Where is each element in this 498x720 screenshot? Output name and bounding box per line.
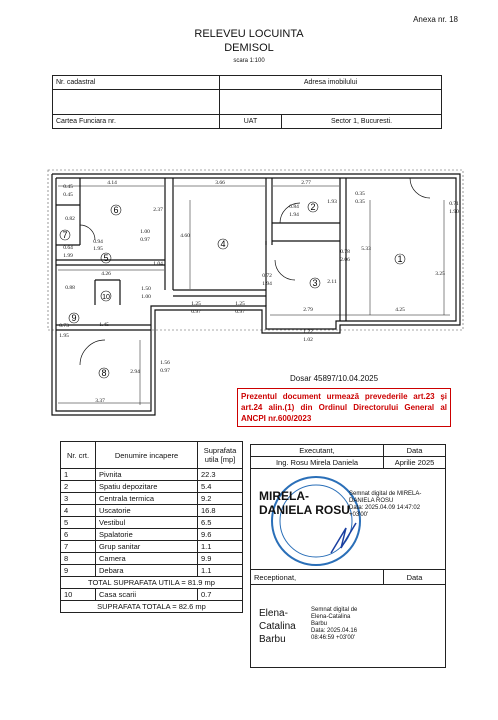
dim-text: 0.64 — [63, 245, 73, 251]
dim-text: 0.35 — [355, 199, 365, 205]
room-number: 2 — [310, 202, 316, 212]
dim-text: 1.25 — [191, 301, 201, 307]
dosar-label: Dosar 45897/10.04.2025 — [290, 374, 379, 383]
room-marker-10 — [101, 291, 111, 301]
dim-text: 0.82 — [65, 216, 75, 222]
sig-line: +03'00' — [349, 512, 369, 518]
receptionat-label: Receptionat, — [251, 570, 384, 585]
room-number: 8 — [101, 368, 107, 378]
room-marker-5 — [101, 253, 111, 263]
executant-sig-name — [259, 489, 350, 517]
row-area: 0.7 — [198, 589, 243, 601]
dim-text: 1.50 — [141, 286, 151, 292]
header-nr: Nr. crt. — [61, 442, 96, 469]
row-nr: 4 — [61, 505, 96, 517]
sig-line: Barbu — [311, 621, 328, 627]
uat-cell: UAT — [220, 115, 282, 129]
room-marker-4 — [218, 239, 228, 249]
dim-text: 0.78 — [340, 249, 350, 255]
table-row — [61, 589, 243, 601]
row-nr: 7 — [61, 541, 96, 553]
row-area: 1.1 — [198, 565, 243, 577]
table-row — [61, 553, 243, 565]
executant-label: Executant, — [251, 445, 384, 457]
dim-text: 1.95 — [59, 333, 69, 339]
dim-text: 1.25 — [235, 301, 245, 307]
dim-text: 0.88 — [65, 285, 75, 291]
room-marker-6 — [111, 205, 121, 215]
row-nr: 10 — [61, 589, 96, 601]
dim-text: 1.95 — [93, 246, 103, 252]
receptionat-signature-area — [251, 585, 446, 668]
room-number: 4 — [220, 239, 226, 249]
dim-text: 3.37 — [95, 398, 105, 404]
total-util-row — [61, 577, 243, 589]
dim-text: 1.45 — [99, 322, 109, 328]
room-number: 5 — [103, 253, 109, 263]
dim-text: 0.72 — [262, 273, 272, 279]
rooms-table — [60, 441, 243, 613]
row-nr: 9 — [61, 565, 96, 577]
stamp-seal — [261, 473, 371, 568]
document-title: RELEVEU LOCUINTA — [194, 28, 304, 40]
dim-text: 0.73 — [59, 323, 69, 329]
dim-text: 0.84 — [289, 204, 299, 210]
dim-text: 0.35 — [355, 191, 365, 197]
row-name: Spalatorie — [96, 529, 198, 541]
signature-table — [250, 444, 446, 668]
receptionat-sig-name — [259, 607, 296, 646]
table-row — [61, 493, 243, 505]
room-marker-9 — [69, 313, 79, 323]
row-area: 9.2 — [198, 493, 243, 505]
row-nr: 1 — [61, 469, 96, 481]
sig-line: Data: 2025.04.09 14:47:02 — [349, 505, 421, 511]
document-subtitle: DEMISOL — [224, 42, 274, 54]
dim-text: 1.04 — [153, 261, 163, 267]
sig-line: Data: 2025.04.16 — [311, 628, 358, 634]
row-nr: 5 — [61, 517, 96, 529]
row-area: 9.9 — [198, 553, 243, 565]
room-marker-2 — [308, 202, 318, 212]
dim-text: 4.60 — [180, 233, 190, 239]
cadastral-table — [52, 75, 442, 129]
dim-text: 0.94 — [93, 239, 103, 245]
dim-text: 1.22 — [303, 329, 313, 335]
row-name: Casa scarii — [96, 589, 198, 601]
row-nr: 3 — [61, 493, 96, 505]
executant-data-label: Data — [384, 445, 446, 457]
sig-line: Semnat digital de MIRELA- — [349, 491, 422, 497]
row-area: 9.6 — [198, 529, 243, 541]
dim-text: 2.37 — [153, 207, 163, 213]
total-row — [61, 601, 243, 613]
annex-label: Anexa nr. 18 — [413, 15, 458, 24]
executant-name: Ing. Rosu Mirela Daniela — [251, 457, 384, 469]
dim-text: 4.26 — [101, 271, 111, 277]
table-row — [61, 481, 243, 493]
row-area: 5.4 — [198, 481, 243, 493]
dim-text: 1.94 — [289, 212, 299, 218]
table-row — [61, 541, 243, 553]
receptionat-sig-details — [311, 607, 357, 642]
table-row — [61, 469, 243, 481]
room-marker-1 — [395, 254, 405, 264]
sig-line: DANIELA ROSU — [349, 498, 394, 504]
room-marker-3 — [310, 278, 320, 288]
row-nr: 8 — [61, 553, 96, 565]
executant-sig-details — [349, 491, 421, 519]
empty-address-cell — [220, 90, 442, 115]
sig-name-line: Elena- — [259, 608, 288, 619]
dim-text: 4.14 — [107, 180, 117, 186]
dim-text: 3.66 — [215, 180, 225, 186]
sig-name-line: DANIELA ROSU — [259, 503, 350, 517]
dim-text: 0.97 — [191, 309, 201, 315]
table-row — [61, 505, 243, 517]
empty-cell — [53, 90, 220, 115]
room-number: 3 — [312, 278, 318, 288]
room-number: 10 — [102, 294, 110, 301]
dim-text: 2.79 — [303, 307, 313, 313]
sig-name-line: MIRELA- — [259, 489, 309, 503]
row-name: Spatiu depozitare — [96, 481, 198, 493]
dim-text: 1.02 — [303, 337, 313, 343]
dim-text: 1.00 — [141, 294, 151, 300]
adresa-cell: Adresa imobilului — [220, 76, 442, 90]
scale-label: scara 1:100 — [233, 58, 265, 64]
floor-plan — [40, 165, 470, 420]
row-name: Vestibul — [96, 517, 198, 529]
row-area: 6.5 — [198, 517, 243, 529]
sig-name-line: Barbu — [259, 634, 286, 645]
dim-text: 2.06 — [340, 257, 350, 263]
room-number: 1 — [397, 254, 403, 264]
dim-text: 5.33 — [361, 246, 371, 252]
dim-text: 2.11 — [327, 279, 337, 285]
sig-line: 08:46:59 +03'00' — [311, 635, 356, 641]
dim-text: 1.94 — [262, 281, 272, 287]
room-number: 6 — [113, 205, 119, 215]
room-marker-8 — [99, 368, 109, 378]
row-name: Uscatorie — [96, 505, 198, 517]
table-row — [61, 529, 243, 541]
dim-text: 1.56 — [160, 360, 170, 366]
total-util: TOTAL SUPRAFATA UTILA = 81.9 mp — [61, 577, 243, 589]
dim-text: 4.25 — [395, 307, 405, 313]
row-name: Camera — [96, 553, 198, 565]
dim-text: 1.90 — [449, 209, 459, 215]
receptionat-data-label: Data — [384, 570, 446, 585]
executant-signature-area — [251, 469, 446, 570]
row-name: Debara — [96, 565, 198, 577]
header-name: Denumire incapere — [96, 442, 198, 469]
legal-notice: Prezentul document urmează prevederile art.23 și art.24 alin.(1) din Ordinul Directorului General al ANCPI nr.600/2023 — [237, 388, 451, 427]
row-area: 1.1 — [198, 541, 243, 553]
header-area: Suprafata utila [mp] — [198, 442, 243, 469]
sector-cell: Sector 1, Bucuresti. — [282, 115, 442, 129]
row-nr: 6 — [61, 529, 96, 541]
nr-cadastral-cell: Nr. cadastral — [53, 76, 220, 90]
sig-name-line: Catalina — [259, 621, 296, 632]
room-number: 7 — [62, 230, 68, 240]
dim-text: 0.97 — [235, 309, 245, 315]
dim-text: 0.45 — [63, 192, 73, 198]
cartea-cell: Cartea Funciara nr. — [53, 115, 220, 129]
dim-text: 1.99 — [63, 253, 73, 259]
dim-text: 2.94 — [130, 369, 140, 375]
executant-date: Aprilie 2025 — [384, 457, 446, 469]
row-nr: 2 — [61, 481, 96, 493]
dim-text: 0.97 — [140, 237, 150, 243]
total-area: SUPRAFATA TOTALA = 82.6 mp — [61, 601, 243, 613]
row-area: 16.8 — [198, 505, 243, 517]
table-row — [61, 517, 243, 529]
row-name: Grup sanitar — [96, 541, 198, 553]
dim-text: 0.45 — [63, 184, 73, 190]
dim-text: 1.93 — [327, 199, 337, 205]
dim-text: 2.77 — [301, 180, 311, 186]
room-marker-7 — [60, 230, 70, 240]
dim-text: 0.97 — [160, 368, 170, 374]
sig-line: Semnat digital de — [311, 607, 358, 613]
row-area: 22.3 — [198, 469, 243, 481]
dim-text: 3.25 — [435, 271, 445, 277]
row-name: Pivnita — [96, 469, 198, 481]
room-number: 9 — [71, 313, 77, 323]
row-name: Centrala termica — [96, 493, 198, 505]
sig-line: Elena-Catalina — [311, 614, 351, 620]
dim-text: 0.71 — [449, 201, 459, 207]
dim-text: 1.00 — [140, 229, 150, 235]
table-row — [61, 565, 243, 577]
